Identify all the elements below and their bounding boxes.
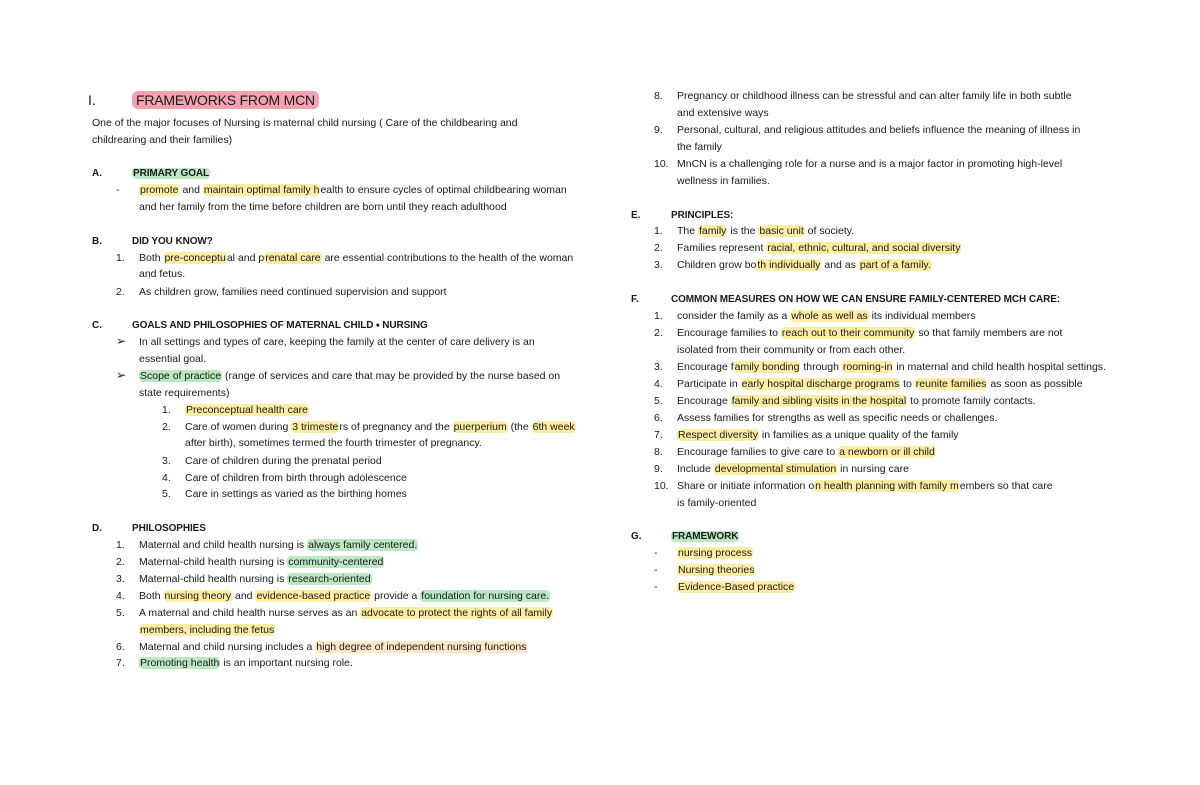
section-b-heading: DID YOU KNOW? [132, 236, 213, 247]
measure-item-1: consider the family as a whole as well as its individual members [677, 310, 976, 322]
list-number: 10. [654, 158, 669, 170]
list-number: 1. [116, 252, 125, 264]
bullet-dash: - [116, 184, 120, 196]
list-number: 2. [162, 421, 171, 433]
philosophy-item-3: Maternal-child health nursing is research-oriented [139, 573, 371, 585]
list-number: 4. [654, 378, 663, 390]
list-number: 2. [654, 327, 663, 339]
list-number: 1. [116, 539, 125, 551]
measure-item-10-cont: is family-oriented [677, 497, 757, 509]
measure-item-5: Encourage family and sibling visits in the hospital to promote family contacts. [677, 395, 1036, 407]
scope-item-5: Care in settings as varied as the birthing homes [185, 488, 407, 500]
list-number: 1. [654, 310, 663, 322]
measure-item-7: Respect diversity in families as a unique quality of the family [678, 429, 959, 441]
list-number: 3. [116, 573, 125, 585]
section-c-letter: C. [92, 320, 102, 331]
intro-line-1: One of the major focuses of Nursing is maternal child nursing ( Care of the childbearing and [92, 117, 518, 129]
scope-item-2-cont: after birth), sometimes termed the fourth trimester of pregnancy. [185, 437, 482, 449]
principle-item-2: Families represent racial, ethnic, cultural, and social diversity [677, 242, 961, 254]
scope-item-1: Preconceptual health care [186, 404, 308, 416]
primary-goal-line-2: and her family from the time before children are born until they reach adulthood [139, 201, 507, 213]
philosophy-item-10: MnCN is a challenging role for a nurse and is a major factor in promoting high-level [677, 158, 1063, 170]
goals-bullet-2-cont: state requirements) [139, 387, 230, 399]
framework-item-3: Evidence-Based practice [678, 581, 795, 593]
philosophy-item-1: Maternal and child health nursing is always family centered. [139, 539, 418, 551]
philosophy-item-10-cont: wellness in families. [677, 175, 770, 187]
list-number: 10. [654, 480, 669, 492]
philosophy-item-6: Maternal and child nursing includes a high degree of independent nursing functions [139, 641, 527, 653]
list-number: 6. [654, 412, 663, 424]
list-number: 7. [116, 657, 125, 669]
intro-line-2: childrearing and their families) [92, 134, 233, 146]
philosophy-item-5-cont: members, including the fetus [140, 624, 275, 636]
goals-bullet-1: In all settings and types of care, keeping the family at the center of care delivery is an [139, 336, 535, 348]
philosophy-item-9-cont: the family [677, 141, 722, 153]
framework-item-2: Nursing theories [678, 564, 755, 576]
measure-item-3: Encourage family bonding through rooming-in in maternal and child health hospital settings. [677, 361, 1106, 373]
measure-item-8: Encourage families to give care to a newborn or ill child [677, 446, 935, 458]
section-roman-numeral: I. [88, 92, 96, 108]
list-number: 8. [654, 90, 663, 102]
list-number: 4. [116, 590, 125, 602]
arrow-bullet-icon: ➢ [116, 334, 127, 348]
list-number: 3. [162, 455, 171, 467]
measure-item-6: Assess families for strengths as well as specific needs or challenges. [677, 412, 998, 424]
scope-item-3: Care of children during the prenatal period [185, 455, 382, 467]
measure-item-10: Share or initiate information on health planning with family members so that care [677, 480, 1053, 492]
philosophy-item-7: Promoting health is an important nursing role. [140, 657, 353, 669]
measure-item-4: Participate in early hospital discharge programs to reunite families as soon as possible [677, 378, 1083, 390]
philosophy-item-9: Personal, cultural, and religious attitudes and beliefs influence the meaning of illness in [677, 124, 1081, 136]
section-g-heading: FRAMEWORK [672, 531, 739, 542]
list-number: 2. [654, 242, 663, 254]
arrow-bullet-icon: ➢ [116, 368, 127, 382]
list-number: 1. [162, 404, 171, 416]
principle-item-3: Children grow both individually and as part of a family. [677, 259, 931, 271]
did-you-know-item-2: As children grow, families need continued supervision and support [139, 286, 447, 298]
list-number: 2. [116, 286, 125, 298]
list-number: 1. [654, 225, 663, 237]
list-number: 6. [116, 641, 125, 653]
section-d-letter: D. [92, 523, 102, 534]
list-number: 5. [162, 488, 171, 500]
scope-item-4: Care of children from birth through adolescence [185, 472, 407, 484]
section-a-letter: A. [92, 168, 102, 179]
bullet-dash: - [654, 564, 658, 576]
section-e-heading: PRINCIPLES: [671, 210, 734, 221]
list-number: 8. [654, 446, 663, 458]
measure-item-2-cont: isolated from their community or from each other. [677, 344, 906, 356]
list-number: 2. [116, 556, 125, 568]
section-f-letter: F. [631, 294, 639, 305]
philosophy-item-8: Pregnancy or childhood illness can be stressful and can alter family life in both subtle [677, 90, 1072, 102]
measure-item-9: Include developmental stimulation in nursing care [677, 463, 909, 475]
section-a-heading: PRIMARY GOAL [133, 168, 210, 179]
measure-item-2: Encourage families to reach out to their community so that family members are not [677, 327, 1063, 339]
philosophy-item-8-cont: and extensive ways [677, 107, 769, 119]
philosophy-item-5: A maternal and child health nurse serves as an advocate to protect the rights of all family [139, 607, 553, 619]
section-g-letter: G. [631, 531, 642, 542]
list-number: 5. [116, 607, 125, 619]
scope-item-2: Care of women during 3 trimesters of pregnancy and the puerperium (the 6th week [185, 421, 575, 433]
list-number: 9. [654, 124, 663, 136]
list-number: 9. [654, 463, 663, 475]
list-number: 5. [654, 395, 663, 407]
list-number: 7. [654, 429, 663, 441]
section-b-letter: B. [92, 236, 102, 247]
list-number: 4. [162, 472, 171, 484]
philosophy-item-4: Both nursing theory and evidence-based practice provide a foundation for nursing care. [139, 590, 550, 602]
primary-goal-line-1: promote and maintain optimal family health to ensure cycles of optimal childbearing woman [140, 184, 567, 196]
section-e-letter: E. [631, 210, 641, 221]
section-f-heading: COMMON MEASURES ON HOW WE CAN ENSURE FAMILY-CENTERED MCH CARE: [671, 294, 1060, 305]
goals-bullet-2: Scope of practice (range of services and care that may be provided by the nurse based on [140, 370, 561, 382]
did-you-know-item-1: Both pre-conceptual and prenatal care are essential contributions to the health of the woman [139, 252, 574, 264]
bullet-dash: - [654, 547, 658, 559]
list-number: 3. [654, 259, 663, 271]
goals-bullet-1-cont: essential goal. [139, 353, 207, 365]
principle-item-1: The family is the basic unit of society. [677, 225, 855, 237]
did-you-know-item-1-cont: and fetus. [139, 268, 186, 280]
page-title: FRAMEWORKS FROM MCN [132, 94, 319, 107]
framework-item-1: nursing process [678, 547, 753, 559]
philosophy-item-2: Maternal-child health nursing is community-centered [139, 556, 384, 568]
bullet-dash: - [654, 581, 658, 593]
section-d-heading: PHILOSOPHIES [132, 523, 206, 534]
list-number: 3. [654, 361, 663, 373]
section-c-heading: GOALS AND PHILOSOPHIES OF MATERNAL CHILD ⬩ NURSING [132, 320, 428, 331]
